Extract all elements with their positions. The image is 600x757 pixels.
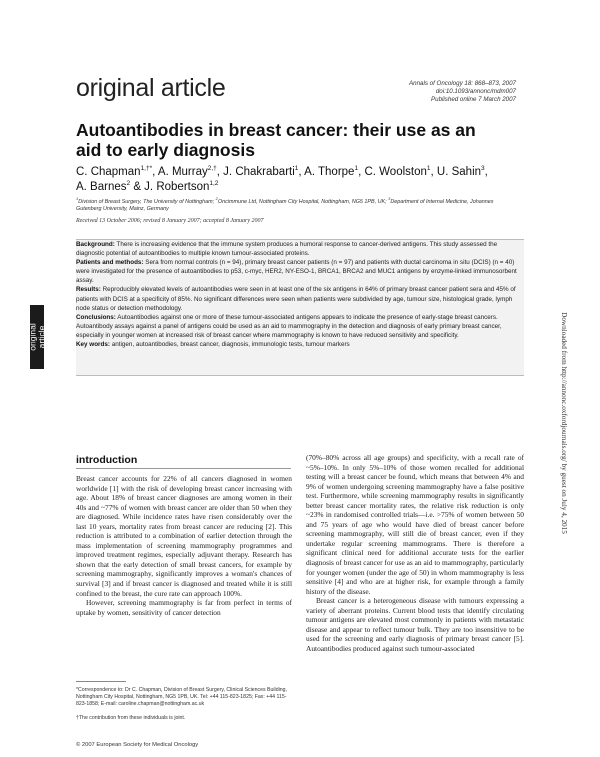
author-list: C. Chapman$^{1,\dagger*}$, A. Murray$^{2,\dagger}$, J. Chakrabarti$^1$, A. Thorpe$^1$, C. Woolston$^1$, U. Sahin$^3$, A. Barnes$^2$ & J. Robertson$^{1,2}$ xyxy=(76,165,488,193)
paragraph: (70%–80% across all age groups) and specificity, with a recall rate of ~5%–10%. In only 5%–10% of those women recalled for additional testing will a breast cancer be found, which means that between 4% and 9% of women undergoing screening mammography have a false positive test. Furthermore, while screening mammography results in significantly better breast cancer mortality rates, the relative risk reduction is only ~23% in randomised controlled trials—i.e. >75% of women between 50 and 75 years of age who would have died of breast cancer before screening mammography, will still die of breast cancer, even if they undertake regular screening mammograms. There is therefore a significant clinical need for additional accurate tests for the earlier diagnosis of breast cancer for use as an aid to mammography, particularly for younger women (under the age of 50) in whom mammography is less sensitive [4] and who are at higher risk, for example through a family history of the disease. xyxy=(306,453,524,596)
download-watermark: Downloaded from http://annonc.oxfordjournals.org/ by guest on July 4, 2015 xyxy=(560,312,568,534)
copyright-notice: © 2007 European Society for Medical Oncology xyxy=(76,742,199,748)
body-column-left xyxy=(76,474,292,617)
journal-citation xyxy=(409,80,516,105)
footnote-joint-contribution: †The contribution from these individuals is joint. xyxy=(76,715,186,721)
received-dates: Received 13 October 2006; revised 8 January 2007; accepted 8 January 2007 xyxy=(76,218,264,224)
key-words: Key words: antigen, autoantibodies, breast cancer, diagnosis, immunologic tests, tumour markers xyxy=(76,341,350,349)
side-tab-label: original article xyxy=(27,323,46,351)
footnote-correspondence: *Correspondence to: Dr C. Chapman, Division of Breast Surgery, Clinical Sciences Building, Nottingham City Hospital, Nottingham, NG5 1PB, UK. Tel: +44 115-823-1825; Fax: +44 115-823-1858; E-mail: caroline.chapman@nottingham.ac.uk xyxy=(76,687,287,708)
body-column-right xyxy=(306,453,524,653)
footnote-rule xyxy=(76,681,126,682)
published-line: Published online 7 March 2007 xyxy=(431,96,516,104)
section-side-tab xyxy=(27,305,46,369)
paragraph: However, screening mammography is far from perfect in terms of uptake by women, sensitivity of cancer detection xyxy=(76,598,292,617)
article-kind-label: original article xyxy=(76,74,226,102)
paragraph: Breast cancer is a heterogeneous disease with tumours expressing a variety of aberrant proteins. Current blood tests that identify circulating tumour antigens are elevated most commonly in patients with metastatic disease and appear to reflect tumour bulk. They are too insensitive to be used for the screening and early diagnosis of primary breast cancer [5]. Autoantibodies produced against such tumour-associated xyxy=(306,596,524,653)
affiliations: $^1$Division of Breast Surgery, The University of Nottingham; $^2$Oncimmune Ltd, Nottingham City Hospital, Nottingham, NG5 1PB, UK; $^3$Department of Internal Medicine, Johannes Gutenberg University, Mainz, Germany xyxy=(76,196,494,213)
abstract-background-para: Background: There is increasing evidence that the immune system produces a humoral response to cancer-derived antigens. This study assessed the diagnostic potential of autoantibodies to multiple known tumour-associated proteins. xyxy=(76,241,498,258)
abstract-results-para: Results: Reproducibly elevated levels of autoantibodies were seen in at least one of the six antigens in 64% of primary breast cancer patient sera and 45% of patients with DCIS at a specificity of 85%. No significant differences were seen when patients were subdivided by age, tumour size, histological grade, lymph node status or detection methodology. xyxy=(76,286,516,312)
section-rule xyxy=(76,468,291,469)
journal-line: Annals of Oncology 18: 868–873, 2007 xyxy=(409,80,516,87)
section-heading-introduction: introduction xyxy=(76,454,138,466)
abstract xyxy=(76,240,518,349)
paragraph: Breast cancer accounts for 22% of all cancers diagnosed in women worldwide [1] with the risk of developing breast cancer increasing with age. About 18% of breast cancer diagnoses are among women in their 40s and ~77% of women with breast cancer are older than 50 when they are diagnosed. While incidence rates have risen considerably over the last 10 years, mortality rates from breast cancer are reducing [2]. This reduction is attributed to a combination of earlier detection through the mass implementation of screening mammography programmes and improved treatment regimes, especially adjuvant therapy. Research has shown that the early detection of small breast cancers, for example by screening mammography, significantly improves a woman's chances of survival [3] and if breast cancer is diagnosed and treated while it is still confined to the breast, the cure rate can approach 100%. xyxy=(76,474,292,598)
abstract-conclusions-para: Conclusions: Autoantibodies against one or more of these tumour-associated antigens appears to indicate the presence of early-stage breast cancers. Autoantibody assays against a panel of antigens could be used as an aid to mammography in the detection and diagnosis of early primary breast cancer, especially in younger women at increased risk of breast cancer where mammography is known to have reduced sensitivity and specificity. xyxy=(76,313,502,339)
abstract-methods-para: Patients and methods: Sera from normal controls (n = 94), primary breast cancer patients (n = 97) and patients with ductal carcinoma in situ (DCIS) (n = 40) were investigated for the presence of autoantibodies to p53, c-myc, HER2, NY-ESO-1, BRCA1, BRCA2 and MUC1 antigens by enzyme-linked immunosorbent assay. xyxy=(76,259,517,285)
article-title: Autoantibodies in breast cancer: their use as an aid to early diagnosis xyxy=(76,120,476,160)
doi-line: doi:10.1093/annonc/mdm007 xyxy=(435,88,516,96)
